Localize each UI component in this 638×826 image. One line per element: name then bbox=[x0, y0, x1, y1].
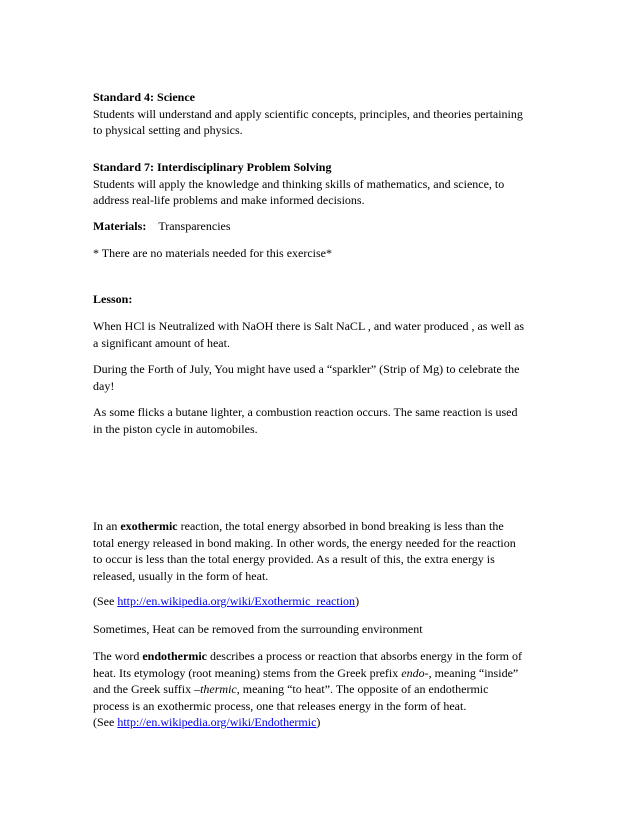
standard-7-line-1: Students will apply the knowledge and thinking skills of mathematics, and science, to bbox=[93, 176, 505, 191]
standard-4-line-1: Students will understand and apply scientific concepts, principles, and theories pertaining bbox=[93, 106, 523, 121]
standard-7-line-2: address real-life problems and make informed decisions. bbox=[93, 193, 365, 207]
exothermic-paragraph bbox=[93, 518, 553, 584]
exo-see-post: ) bbox=[355, 594, 360, 608]
endothermic-wikipedia-link[interactable]: http://en.wikipedia.org/wiki/Endothermic bbox=[117, 715, 317, 729]
exothermic-reference bbox=[93, 593, 553, 610]
lesson-paragraph-3 bbox=[93, 404, 553, 437]
lesson-p2-line-2: day! bbox=[93, 378, 115, 393]
exo-line-1-post: reaction, the total energy absorbed in bond breaking is less than the bbox=[177, 519, 504, 533]
endo-prefix: endo- bbox=[401, 665, 429, 680]
endo-line-3-pre: and the Greek suffix – bbox=[93, 682, 201, 696]
endo-line-3-post: , meaning “to heat”. The opposite of an endothermic bbox=[236, 682, 489, 696]
lesson-paragraph-1 bbox=[93, 318, 553, 351]
lesson-heading bbox=[93, 291, 553, 308]
exo-see-pre: (See bbox=[93, 594, 118, 608]
materials-value: Transparencies bbox=[158, 219, 231, 233]
standard-4-section bbox=[93, 89, 553, 139]
heat-removed-text: Sometimes, Heat can be removed from the surrounding environment bbox=[93, 622, 423, 636]
endo-line-2-post: , meaning “inside” bbox=[428, 665, 519, 680]
standard-4-heading: Standard 4: Science bbox=[93, 90, 195, 104]
endo-line-2-pre: heat. Its etymology (root meaning) stems from the Greek prefix bbox=[93, 665, 402, 680]
endo-line-1-pre: The word bbox=[93, 649, 143, 663]
standard-7-section bbox=[93, 159, 553, 209]
lesson-heading-text: Lesson: bbox=[93, 292, 133, 306]
lesson-p3-line-1: As some flicks a butane lighter, a combustion reaction occurs. The same reaction is used bbox=[93, 405, 518, 419]
materials-label: Materials: bbox=[93, 219, 147, 233]
standard-7-heading: Standard 7: Interdisciplinary Problem Solving bbox=[93, 160, 332, 174]
endo-see-post: ) bbox=[316, 715, 321, 729]
exothermic-wikipedia-link[interactable]: http://en.wikipedia.org/wiki/Exothermic_reaction bbox=[117, 594, 356, 608]
lesson-p2-line-1: During the Forth of July, You might have used a “sparkler” (Strip of Mg) to celebrate the bbox=[93, 362, 520, 376]
exo-line-3: to occur is less than the total energy provided. As a result of this, the extra energy is bbox=[93, 552, 495, 566]
lesson-p1-line-2: a significant amount of heat. bbox=[93, 335, 230, 350]
exo-line-4: released, usually in the form of heat. bbox=[93, 568, 269, 583]
exo-line-2: total energy released in bond making. In other words, the energy needed for the reaction bbox=[93, 535, 516, 550]
standard-4-line-2: to physical setting and physics. bbox=[93, 123, 243, 137]
endo-line-4: process is an exothermic process, one that releases energy in the form of heat. bbox=[93, 698, 467, 713]
exothermic-term: exothermic bbox=[120, 519, 178, 533]
endo-suffix: thermic bbox=[200, 682, 237, 696]
endothermic-paragraph bbox=[93, 648, 553, 731]
endo-line-1-post: describes a process or reaction that absorbs energy in the form of bbox=[206, 649, 522, 663]
lesson-p3-line-2: in the piston cycle in automobiles. bbox=[93, 421, 258, 436]
endothermic-term: endothermic bbox=[142, 649, 207, 663]
endo-see-pre: (See bbox=[93, 715, 118, 729]
lesson-paragraph-2 bbox=[93, 361, 553, 394]
materials-note: * There are no materials needed for this exercise* bbox=[93, 246, 333, 260]
lesson-p1-line-1: When HCl is Neutralized with NaOH there is Salt NaCL , and water produced , as well as bbox=[93, 319, 525, 333]
exo-line-1-pre: In an bbox=[93, 519, 121, 533]
materials-line bbox=[93, 218, 553, 235]
